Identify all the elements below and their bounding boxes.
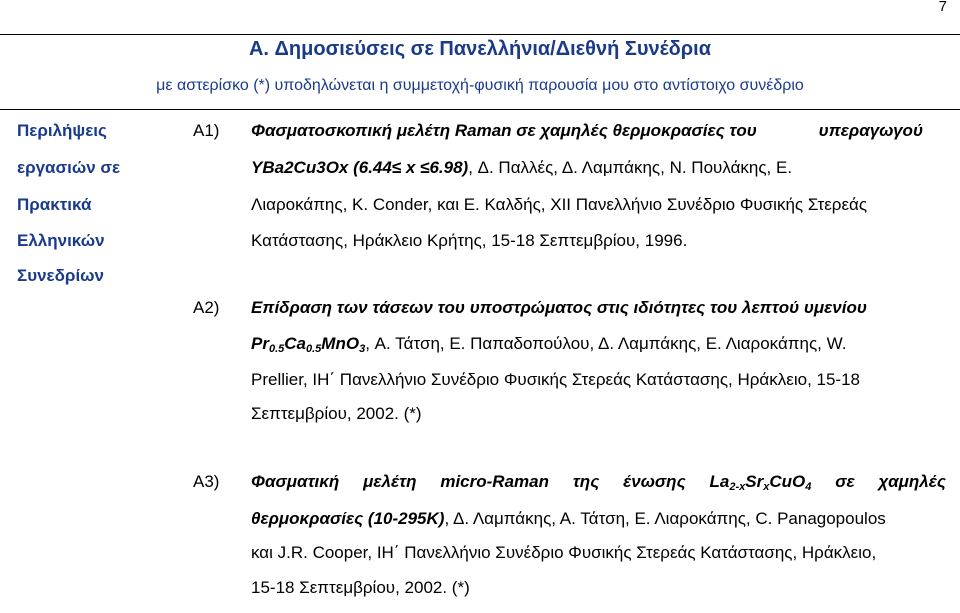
entry-title: Επίδραση των τάσεων του υποστρώματος στις ιδιότητες του λεπτού υμενίου <box>251 298 867 317</box>
formula: $Pr_{0.5}Ca_{0.5}MnO_3$ <box>251 334 366 355</box>
entry-authors: , Δ. Λαμπάκης, Α. Τάτση, Ε. Λιαροκάπης, C. Panagopoulos <box>444 509 886 528</box>
title-word: micro-Raman <box>440 472 549 491</box>
side-label-line-2: εργασιών σε <box>17 158 121 177</box>
entry-line-3: και J.R. Cooper, ΙΗ΄ Πανελλήνιο Συνέδριο Φυσικής Στερεάς Κατάστασης, Ηράκλειο, <box>251 543 877 562</box>
entry-line-3: Λιαροκάπης, K. Conder, και Ε. Καλδής, XII Πανελλήνιο Συνέδριο Φυσικής Στερεάς <box>251 195 868 214</box>
entry-title-line-1 <box>251 298 867 318</box>
entry-line-4: Σεπτεμβρίου, 2002. (*) <box>251 404 422 423</box>
entry-line-2 <box>251 158 792 178</box>
section-title: A. Δημοσιεύσεις σε Πανελλήνια/Διεθνή Συνέδρια <box>248 38 711 60</box>
title-word: χαμηλές <box>878 472 946 491</box>
entry-line-4: 15-18 Σεπτεμβρίου, 2002. (*) <box>251 578 470 597</box>
entry-number: A3) <box>193 472 220 491</box>
title-word: σε <box>835 472 855 491</box>
entry-authors: , Δ. Παλλές, Δ. Λαμπάκης, Ν. Πουλάκης, Ε. <box>468 158 793 177</box>
entry-line-4: Κατάστασης, Ηράκλειο Κρήτης, 15-18 Σεπτεμβρίου, 1996. <box>251 231 688 250</box>
side-label-line-1: Περιλήψεις <box>17 121 107 140</box>
header-rule <box>0 34 960 35</box>
title-word: της <box>572 472 600 491</box>
title-word: ένωσης <box>623 472 686 491</box>
title-word: Φασματική <box>251 472 340 491</box>
side-label-line-4: Ελληνικών <box>17 231 105 250</box>
side-label-line-3: Πρακτικά <box>17 195 92 214</box>
entry-title-end: θερμοκρασίες (10-295K) <box>251 509 445 528</box>
entry-number: A1) <box>193 121 220 140</box>
section-subtitle: με αστερίσκο (*) υποδηλώνεται η συμμετοχή-φυσική παρουσία μου στο αντίστοιχο συνέδριο <box>156 77 804 94</box>
table-rule <box>0 109 960 110</box>
formula: YBa2Cu3Ox (6.44≤ x ≤6.98) <box>251 158 469 177</box>
page-number: 7 <box>938 0 947 15</box>
entry-line-2 <box>251 334 846 354</box>
formula: $La_{2-x}Sr_xCuO_4$ <box>709 472 812 493</box>
entry-line-2 <box>251 509 886 529</box>
title-word: μελέτη <box>363 472 417 491</box>
entry-title-line-1 <box>251 472 946 492</box>
entry-authors: , Α. Τάτση, Ε. Παπαδοπούλου, Δ. Λαμπάκης, Ε. Λιαροκάπης, W. <box>365 334 847 353</box>
entry-title-end: υπεραγωγού <box>818 121 923 140</box>
entry-title-line-1 <box>251 121 923 141</box>
entry-title: Φασματοσκοπική μελέτη Raman σε χαμηλές θερμοκρασίες του <box>251 121 757 140</box>
entry-number: A2) <box>193 298 220 317</box>
entry-line-3: Prellier, ΙΗ΄ Πανελλήνιο Συνέδριο Φυσικής Στερεάς Κατάστασης, Ηράκλειο, 15-18 <box>251 370 860 389</box>
side-label-line-5: Συνεδρίων <box>17 266 104 285</box>
